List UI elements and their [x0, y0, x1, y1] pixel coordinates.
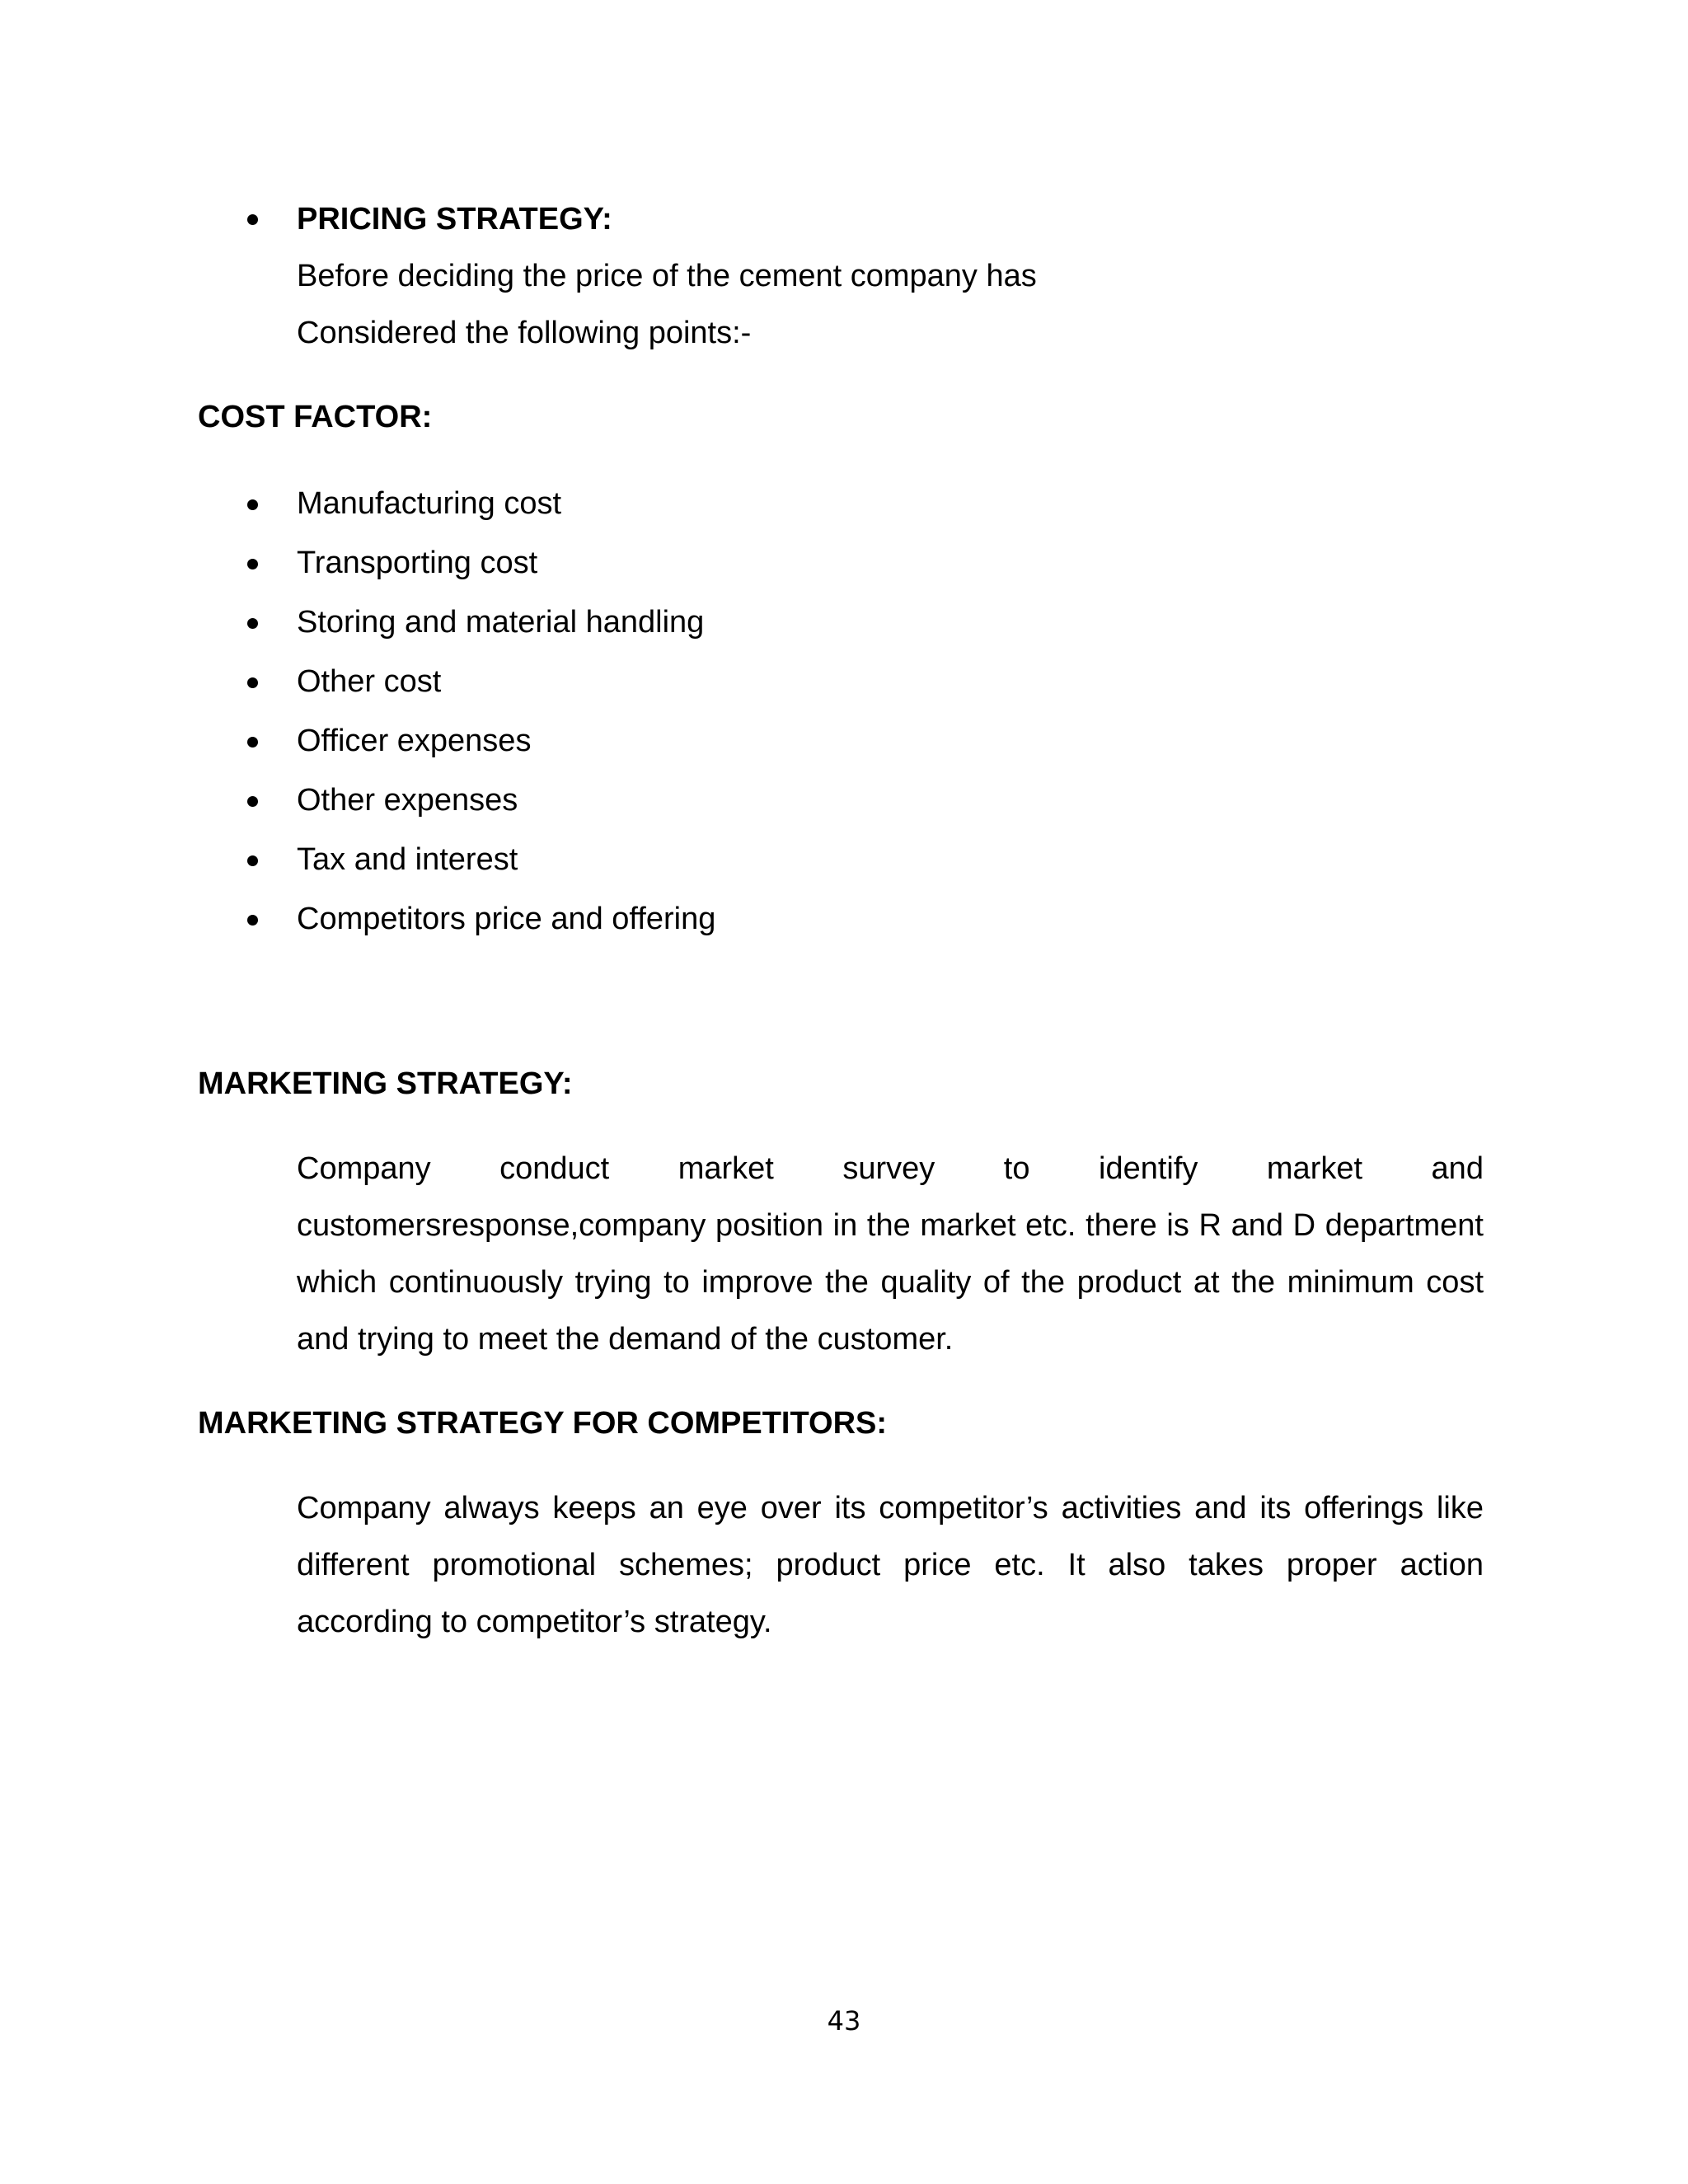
word: market — [1266, 1151, 1363, 1186]
bullet-icon — [247, 214, 258, 225]
cost-factor-item: Tax and interest — [297, 842, 518, 877]
bullet-icon — [247, 915, 258, 926]
bullet-icon — [247, 737, 258, 748]
word: identify — [1099, 1151, 1198, 1186]
cost-factor-item: Other cost — [297, 664, 442, 699]
cost-factor-heading: COST FACTOR: — [198, 400, 433, 434]
competitors-paragraph: Company always keeps an eye over its competitor’s activities and its offerings like different promotional schemes; product price etc. It also takes proper action according to competitor’s strategy. — [297, 1491, 1484, 1639]
cost-factor-item: Competitors price and offering — [297, 902, 716, 936]
bullet-icon — [247, 855, 258, 866]
word: Company — [297, 1151, 431, 1186]
bullet-icon — [247, 677, 258, 688]
bullet-icon — [247, 796, 258, 807]
word: to — [1003, 1151, 1030, 1186]
cost-factor-item: Officer expenses — [297, 724, 532, 758]
cost-factor-item: Transporting cost — [297, 546, 538, 580]
word: market — [678, 1151, 774, 1186]
word: conduct — [499, 1151, 610, 1186]
pricing-strategy-line-1: Before deciding the price of the cement company has — [297, 259, 1037, 293]
marketing-paragraph: customersresponse,company position in the market etc. there is R and D department which continuously trying to improve the quality of the product at the minimum cost and trying to meet the demand of the customer. — [297, 1208, 1484, 1357]
pricing-strategy-line-2: Considered the following points:- — [297, 316, 752, 350]
competitors-strategy-heading: MARKETING STRATEGY FOR COMPETITORS: — [198, 1406, 888, 1441]
cost-factor-item: Other expenses — [297, 783, 518, 818]
word: and — [1431, 1151, 1484, 1186]
bullet-icon — [247, 618, 258, 629]
page-number: 43 — [827, 2005, 861, 2036]
bullet-icon — [247, 559, 258, 569]
cost-factor-item: Storing and material handling — [297, 605, 705, 640]
marketing-paragraph-first-line — [297, 1141, 1484, 1197]
cost-factor-item: Manufacturing cost — [297, 486, 562, 521]
word: survey — [842, 1151, 935, 1186]
bullet-icon — [247, 499, 258, 510]
marketing-strategy-heading: MARKETING STRATEGY: — [198, 1066, 573, 1101]
pricing-strategy-heading: PRICING STRATEGY: — [297, 202, 612, 237]
